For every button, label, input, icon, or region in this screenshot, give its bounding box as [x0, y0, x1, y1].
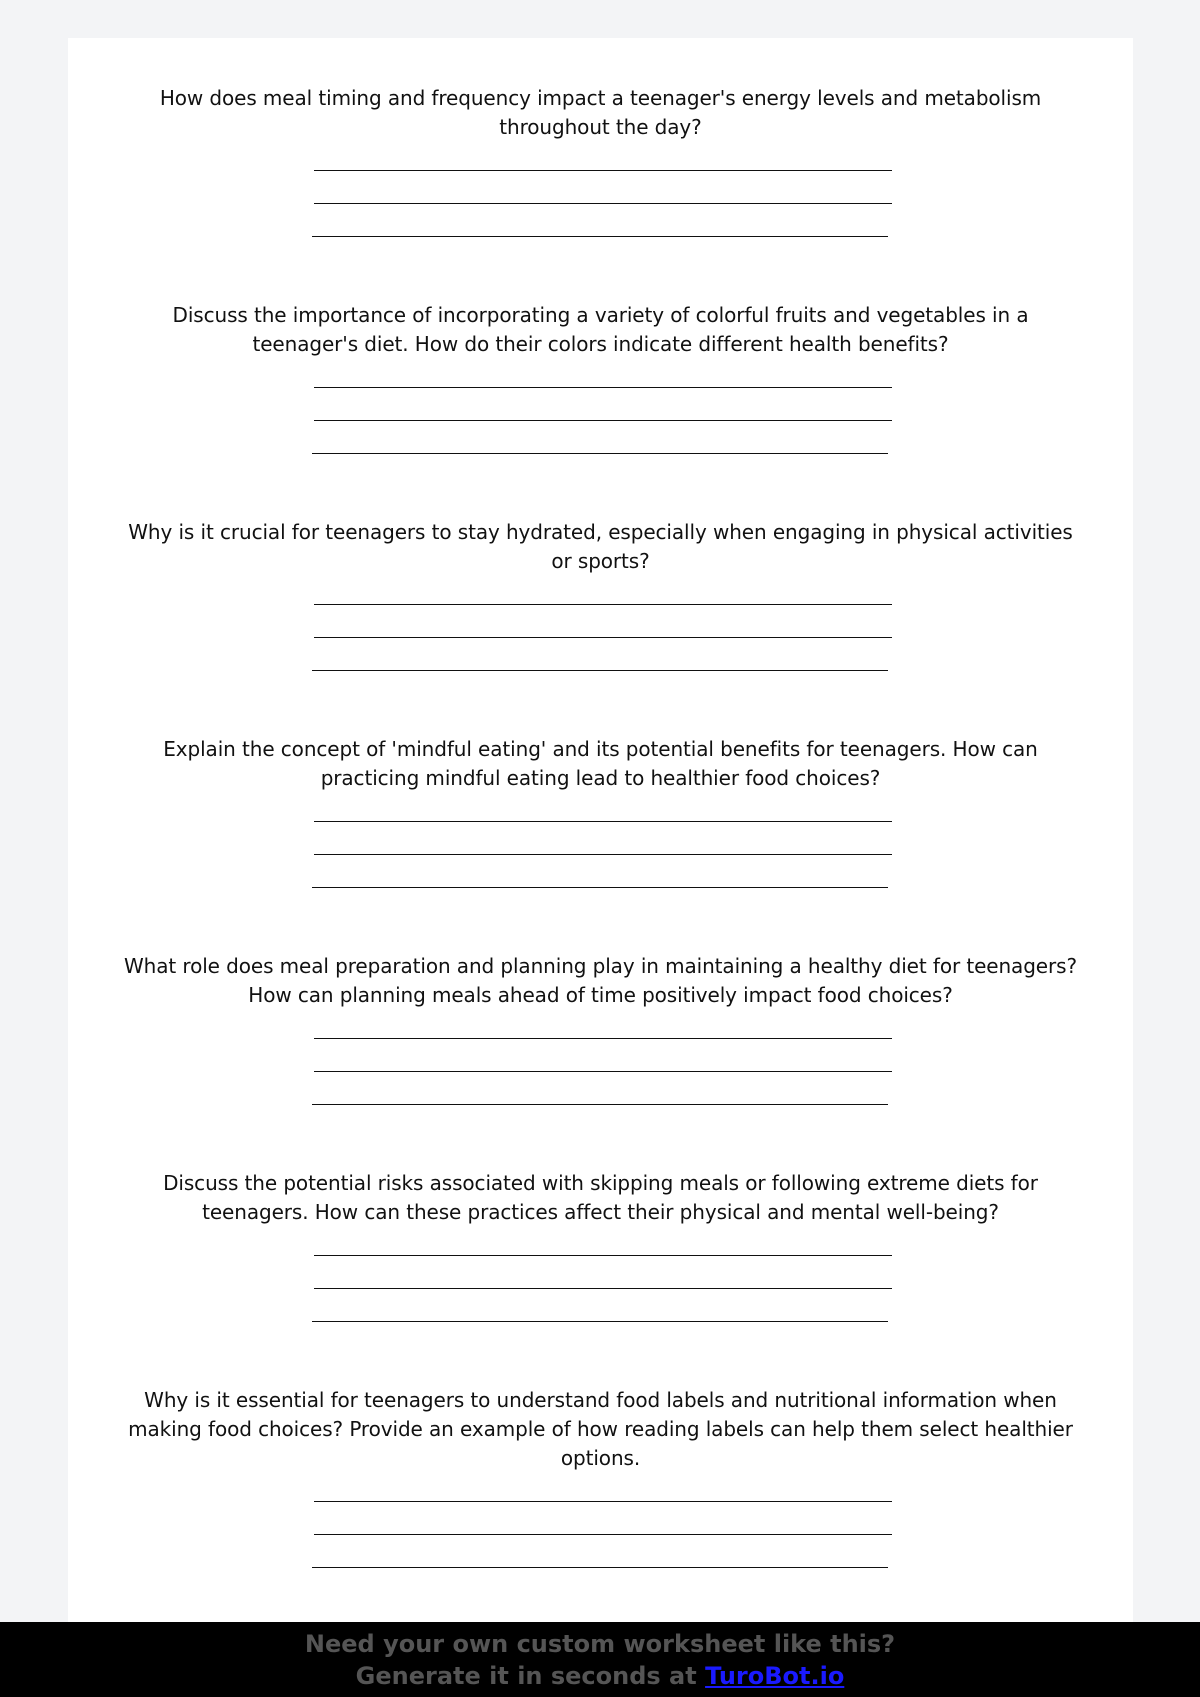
- answer-line[interactable]: [314, 582, 892, 615]
- question-text: Why is it essential for teenagers to understand food labels and nutritional information when making food choices? Provide an example of how reading labels can help them select healthier options.: [128, 1388, 1073, 1470]
- answer-line[interactable]: [314, 1266, 892, 1299]
- answer-line[interactable]: [314, 1233, 892, 1266]
- answer-line[interactable]: [314, 148, 892, 181]
- question-text: How does meal timing and frequency impact a teenager's energy levels and metabolism throughout the day?: [159, 86, 1042, 139]
- answer-line[interactable]: [314, 1512, 892, 1545]
- worksheet-page: [68, 38, 1133, 1697]
- promo-footer: [0, 1622, 1200, 1697]
- answer-line[interactable]: [312, 214, 888, 247]
- answer-lines: [68, 1016, 1133, 1115]
- answer-line[interactable]: [314, 1016, 892, 1049]
- question-text: Explain the concept of 'mindful eating' and its potential benefits for teenagers. How can practicing mindful eating lead to healthier food choices?: [163, 737, 1038, 790]
- answer-line[interactable]: [314, 615, 892, 648]
- answer-lines: [68, 799, 1133, 898]
- question-7: [68, 1386, 1133, 1578]
- answer-line[interactable]: [312, 1082, 888, 1115]
- answer-line[interactable]: [314, 1049, 892, 1082]
- answer-lines: [68, 582, 1133, 681]
- question-text: Why is it crucial for teenagers to stay hydrated, especially when engaging in physical activities or sports?: [128, 520, 1073, 573]
- answer-line[interactable]: [314, 832, 892, 865]
- answer-line[interactable]: [312, 865, 888, 898]
- question-text: Discuss the potential risks associated with skipping meals or following extreme diets for teenagers. How can these practices affect their physical and mental well-being?: [163, 1171, 1038, 1224]
- question-4: [68, 735, 1133, 898]
- question-6: [68, 1169, 1133, 1332]
- turobot-link[interactable]: TuroBot.io: [705, 1662, 845, 1690]
- answer-lines: [68, 1479, 1133, 1578]
- answer-line[interactable]: [312, 431, 888, 464]
- question-1: [68, 84, 1133, 247]
- answer-line[interactable]: [314, 398, 892, 431]
- question-3: [68, 518, 1133, 681]
- answer-line[interactable]: [314, 799, 892, 832]
- answer-lines: [68, 365, 1133, 464]
- answer-line[interactable]: [314, 181, 892, 214]
- answer-line[interactable]: [314, 365, 892, 398]
- footer-line-2: [0, 1660, 1200, 1692]
- question-2: [68, 301, 1133, 464]
- answer-line[interactable]: [314, 1479, 892, 1512]
- answer-lines: [68, 1233, 1133, 1332]
- question-5: [68, 952, 1133, 1115]
- footer-line-2-prefix: Generate it in seconds at: [355, 1662, 706, 1690]
- answer-line[interactable]: [312, 1299, 888, 1332]
- answer-line[interactable]: [312, 648, 888, 681]
- footer-line-1: Need your own custom worksheet like this?: [304, 1630, 896, 1658]
- answer-line[interactable]: [312, 1545, 888, 1578]
- question-text: What role does meal preparation and planning play in maintaining a healthy diet for teenagers? How can planning meals ahead of time positively impact food choices?: [124, 954, 1077, 1007]
- answer-lines: [68, 148, 1133, 247]
- question-text: Discuss the importance of incorporating a variety of colorful fruits and vegetables in a teenager's diet. How do their colors indicate different health benefits?: [172, 303, 1029, 356]
